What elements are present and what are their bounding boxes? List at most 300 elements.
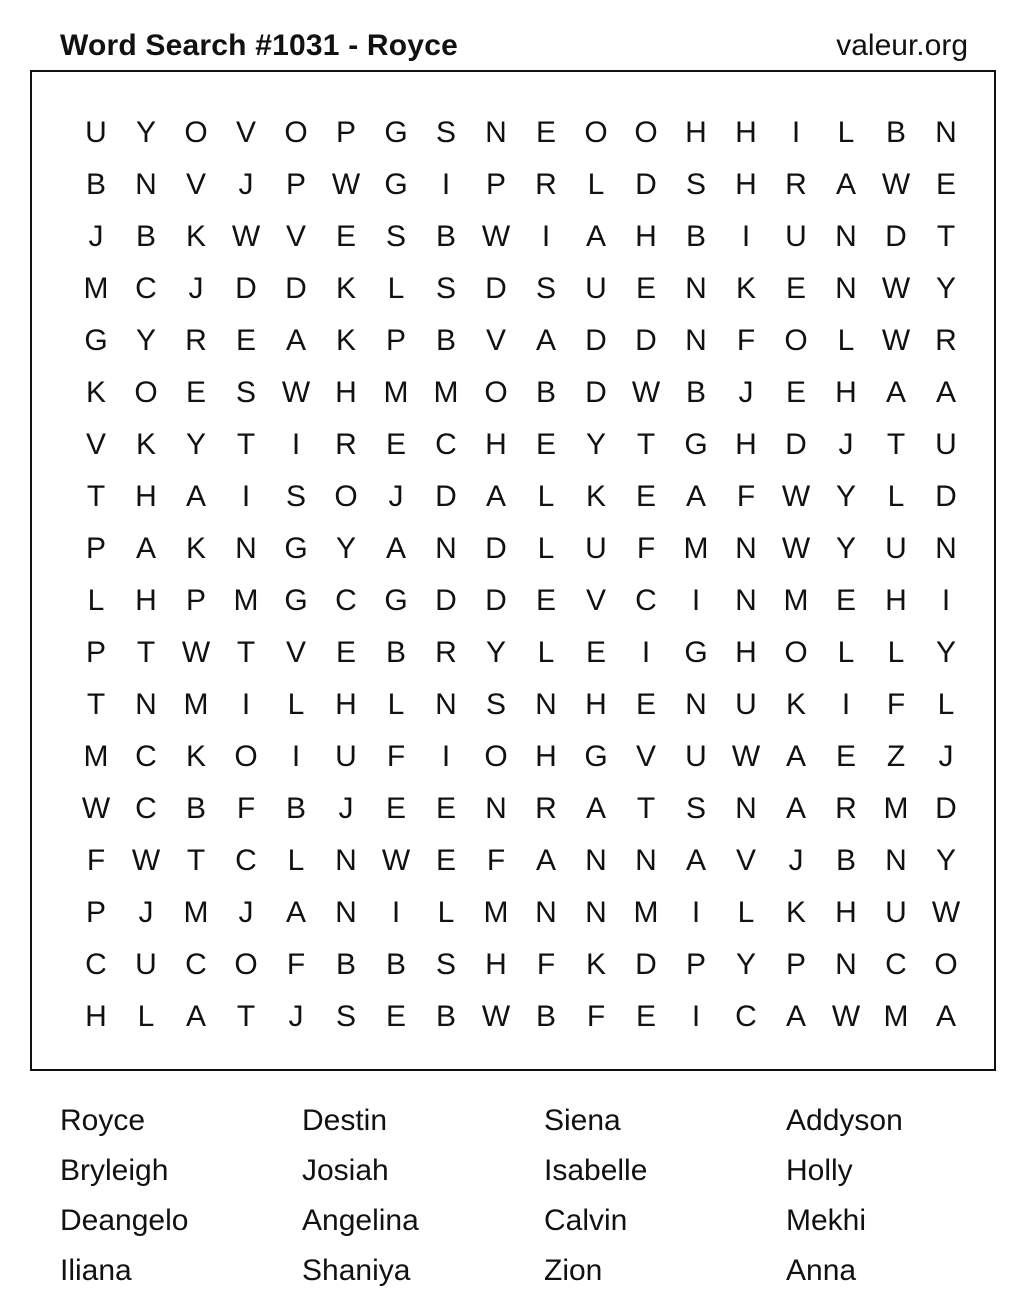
grid-letter: T	[236, 428, 256, 461]
grid-letter: A	[135, 532, 156, 565]
grid-letter: C	[635, 584, 657, 617]
grid-letter: F	[86, 844, 106, 877]
grid-letter: T	[186, 844, 206, 877]
grid-letter: E	[435, 844, 456, 877]
grid-letter: N	[585, 896, 607, 929]
grid-letter: J	[238, 896, 254, 929]
grid-letter: A	[585, 220, 606, 253]
grid-row	[71, 471, 1021, 523]
grid-letter: N	[335, 844, 357, 877]
grid-row	[71, 263, 1021, 315]
grid-letter: W	[731, 740, 761, 773]
grid-letter: K	[785, 688, 806, 721]
grid-letter: V	[485, 324, 506, 357]
grid-letter: H	[485, 428, 507, 461]
grid-row	[71, 575, 1021, 627]
grid-letter: A	[185, 480, 206, 513]
grid-letter: L	[837, 116, 855, 149]
grid-letter: W	[881, 168, 911, 201]
grid-letter: W	[931, 896, 961, 929]
grid-letter: B	[885, 116, 906, 149]
grid-letter: C	[885, 948, 907, 981]
grid-letter: S	[435, 948, 456, 981]
grid-letter: D	[485, 272, 507, 305]
grid-letter: M	[633, 896, 659, 929]
grid-letter: G	[284, 584, 308, 617]
grid-letter: N	[585, 844, 607, 877]
grid-letter: T	[86, 688, 106, 721]
grid-letter: A	[535, 844, 556, 877]
grid-row	[71, 679, 1021, 731]
grid-letter: I	[941, 584, 951, 617]
grid-letter: H	[335, 376, 357, 409]
grid-letter: Y	[835, 532, 856, 565]
grid-letter: P	[85, 532, 106, 565]
grid-letter: S	[435, 116, 456, 149]
grid-letter: Y	[185, 428, 206, 461]
grid-letter: N	[335, 896, 357, 929]
word-list-item: Angelina	[302, 1204, 419, 1237]
grid-letter: Y	[935, 844, 956, 877]
grid-letter: D	[585, 376, 607, 409]
grid-letter: A	[785, 1000, 806, 1033]
grid-letter: A	[185, 1000, 206, 1033]
word-list-item: Calvin	[544, 1204, 628, 1237]
grid-letter: H	[885, 584, 907, 617]
grid-letter: Y	[935, 272, 956, 305]
grid-letter: F	[886, 688, 906, 721]
grid-letter: V	[635, 740, 656, 773]
grid-row	[71, 211, 1021, 263]
grid-letter: Y	[935, 636, 956, 669]
grid-letter: P	[685, 948, 706, 981]
grid-letter: B	[685, 376, 706, 409]
grid-letter: P	[785, 948, 806, 981]
grid-letter: L	[87, 584, 105, 617]
grid-letter: P	[185, 584, 206, 617]
grid-letter: F	[286, 948, 306, 981]
grid-letter: L	[287, 844, 305, 877]
grid-letter: D	[785, 428, 807, 461]
grid-letter: P	[285, 168, 306, 201]
grid-letter: D	[485, 532, 507, 565]
grid-letter: S	[535, 272, 556, 305]
grid-letter: O	[634, 116, 658, 149]
grid-row	[71, 991, 1021, 1043]
grid-letter: W	[881, 272, 911, 305]
grid-letter: O	[784, 324, 808, 357]
grid-letter: J	[788, 844, 804, 877]
grid-letter: C	[435, 428, 457, 461]
grid-letter: V	[85, 428, 106, 461]
grid-letter: F	[736, 480, 756, 513]
grid-letter: D	[485, 584, 507, 617]
grid-letter: H	[635, 220, 657, 253]
grid-letter: L	[537, 532, 555, 565]
grid-letter: G	[384, 168, 408, 201]
word-list-item: Bryleigh	[60, 1154, 169, 1187]
grid-letter: W	[381, 844, 411, 877]
grid-letter: E	[635, 688, 656, 721]
grid-letter: G	[384, 584, 408, 617]
grid-letter: H	[135, 480, 157, 513]
grid-row	[71, 419, 1021, 471]
grid-letter: T	[936, 220, 956, 253]
grid-letter: W	[81, 792, 111, 825]
grid-letter: S	[285, 480, 306, 513]
grid-letter: D	[585, 324, 607, 357]
grid-letter: A	[385, 532, 406, 565]
grid-letter: G	[384, 116, 408, 149]
grid-letter: E	[235, 324, 256, 357]
grid-letter: N	[685, 324, 707, 357]
grid-letter: N	[135, 168, 157, 201]
grid-letter: N	[685, 272, 707, 305]
grid-letter: N	[735, 532, 757, 565]
grid-letter: I	[541, 220, 551, 253]
grid-letter: K	[185, 220, 206, 253]
grid-letter: Y	[135, 116, 156, 149]
grid-letter: W	[131, 844, 161, 877]
grid-letter: U	[735, 688, 757, 721]
grid-letter: I	[741, 220, 751, 253]
grid-letter: K	[335, 272, 356, 305]
grid-letter: L	[387, 272, 405, 305]
grid-letter: J	[238, 168, 254, 201]
grid-letter: M	[183, 896, 209, 929]
word-list-item: Zion	[544, 1254, 603, 1287]
grid-letter: A	[785, 792, 806, 825]
grid-row	[71, 783, 1021, 835]
grid-letter: A	[935, 376, 956, 409]
grid-letter: A	[485, 480, 506, 513]
grid-letter: M	[683, 532, 709, 565]
grid-letter: N	[835, 272, 857, 305]
grid-letter: B	[435, 324, 456, 357]
grid-letter: O	[284, 116, 308, 149]
grid-letter: E	[385, 428, 406, 461]
grid-letter: L	[837, 324, 855, 357]
grid-letter: D	[435, 480, 457, 513]
grid-letter: I	[841, 688, 851, 721]
grid-letter: T	[886, 428, 906, 461]
grid-letter: N	[835, 948, 857, 981]
grid-letter: L	[587, 168, 605, 201]
grid-letter: U	[585, 272, 607, 305]
grid-letter: W	[631, 376, 661, 409]
grid-letter: N	[485, 116, 507, 149]
grid-letter: L	[537, 480, 555, 513]
grid-letter: N	[435, 532, 457, 565]
grid-letter: S	[435, 272, 456, 305]
grid-letter: J	[838, 428, 854, 461]
grid-letter: Y	[485, 636, 506, 669]
grid-letter: R	[835, 792, 857, 825]
grid-letter: A	[885, 376, 906, 409]
grid-letter: V	[285, 636, 306, 669]
grid-letter: F	[586, 1000, 606, 1033]
grid-letter: N	[135, 688, 157, 721]
grid-letter: H	[735, 636, 757, 669]
grid-letter: B	[135, 220, 156, 253]
grid-letter: C	[185, 948, 207, 981]
grid-letter: C	[235, 844, 257, 877]
grid-letter: E	[385, 1000, 406, 1033]
grid-letter: U	[135, 948, 157, 981]
grid-row	[71, 159, 1021, 211]
word-list-item: Shaniya	[302, 1254, 411, 1287]
grid-letter: A	[935, 1000, 956, 1033]
grid-letter: N	[535, 688, 557, 721]
grid-letter: V	[285, 220, 306, 253]
grid-letter: V	[185, 168, 206, 201]
grid-letter: I	[291, 428, 301, 461]
grid-letter: D	[435, 584, 457, 617]
grid-letter: W	[831, 1000, 861, 1033]
grid-letter: H	[535, 740, 557, 773]
puzzle-frame	[30, 70, 996, 1071]
grid-letter: N	[235, 532, 257, 565]
word-list-item: Deangelo	[60, 1204, 189, 1237]
grid-letter: C	[85, 948, 107, 981]
grid-letter: N	[435, 688, 457, 721]
word-list-item: Isabelle	[544, 1154, 648, 1187]
grid-letter: G	[584, 740, 608, 773]
grid-letter: H	[585, 688, 607, 721]
grid-row	[71, 939, 1021, 991]
grid-letter: T	[136, 636, 156, 669]
grid-letter: J	[288, 1000, 304, 1033]
grid-letter: W	[781, 532, 811, 565]
grid-letter: E	[385, 792, 406, 825]
grid-letter: E	[635, 1000, 656, 1033]
grid-letter: U	[935, 428, 957, 461]
grid-letter: W	[331, 168, 361, 201]
grid-letter: E	[535, 584, 556, 617]
grid-letter: M	[483, 896, 509, 929]
grid-row	[71, 367, 1021, 419]
grid-letter: E	[535, 428, 556, 461]
grid-letter: B	[285, 792, 306, 825]
grid-letter: E	[335, 220, 356, 253]
grid-letter: Y	[735, 948, 756, 981]
grid-letter: L	[137, 1000, 155, 1033]
grid-letter: K	[185, 532, 206, 565]
grid-letter: E	[785, 272, 806, 305]
grid-row	[71, 107, 1021, 159]
grid-letter: N	[835, 220, 857, 253]
grid-letter: D	[935, 792, 957, 825]
grid-letter: D	[935, 480, 957, 513]
grid-letter: P	[335, 116, 356, 149]
grid-letter: H	[735, 116, 757, 149]
grid-letter: I	[691, 1000, 701, 1033]
grid-letter: B	[535, 1000, 556, 1033]
grid-letter: B	[685, 220, 706, 253]
grid-letter: D	[285, 272, 307, 305]
grid-letter: L	[887, 636, 905, 669]
grid-letter: F	[486, 844, 506, 877]
grid-letter: I	[691, 896, 701, 929]
grid-letter: L	[887, 480, 905, 513]
grid-letter: A	[535, 324, 556, 357]
grid-letter: N	[635, 844, 657, 877]
grid-letter: W	[881, 324, 911, 357]
grid-letter: U	[885, 896, 907, 929]
grid-letter: P	[85, 636, 106, 669]
grid-letter: C	[135, 792, 157, 825]
grid-letter: F	[636, 532, 656, 565]
grid-letter: H	[685, 116, 707, 149]
grid-letter: R	[785, 168, 807, 201]
grid-letter: C	[135, 740, 157, 773]
grid-letter: H	[835, 376, 857, 409]
grid-row	[71, 523, 1021, 575]
grid-letter: M	[83, 740, 109, 773]
grid-letter: M	[233, 584, 259, 617]
word-list-item: Siena	[544, 1104, 621, 1137]
grid-letter: V	[735, 844, 756, 877]
grid-letter: M	[83, 272, 109, 305]
grid-row	[71, 835, 1021, 887]
grid-letter: D	[885, 220, 907, 253]
grid-letter: D	[635, 948, 657, 981]
grid-letter: E	[835, 740, 856, 773]
grid-letter: V	[235, 116, 256, 149]
grid-letter: K	[135, 428, 156, 461]
grid-letter: H	[835, 896, 857, 929]
grid-letter: O	[234, 948, 258, 981]
grid-letter: L	[737, 896, 755, 929]
grid-letter: E	[635, 480, 656, 513]
grid-letter: A	[685, 480, 706, 513]
grid-letter: H	[735, 168, 757, 201]
grid-letter: M	[433, 376, 459, 409]
grid-letter: A	[685, 844, 706, 877]
grid-letter: U	[685, 740, 707, 773]
grid-letter: L	[387, 688, 405, 721]
grid-letter: R	[435, 636, 457, 669]
grid-letter: B	[835, 844, 856, 877]
grid-letter: H	[335, 688, 357, 721]
grid-letter: L	[837, 636, 855, 669]
grid-letter: B	[435, 1000, 456, 1033]
grid-letter: E	[935, 168, 956, 201]
grid-letter: J	[88, 220, 104, 253]
grid-letter: N	[885, 844, 907, 877]
word-list-item: Destin	[302, 1104, 388, 1137]
grid-letter: N	[935, 532, 957, 565]
grid-letter: U	[785, 220, 807, 253]
grid-letter: I	[441, 740, 451, 773]
grid-letter: F	[536, 948, 556, 981]
grid-letter: U	[335, 740, 357, 773]
grid-letter: K	[85, 376, 106, 409]
grid-letter: E	[585, 636, 606, 669]
grid-letter: H	[85, 1000, 107, 1033]
grid-letter: O	[484, 740, 508, 773]
grid-letter: S	[685, 168, 706, 201]
grid-letter: O	[484, 376, 508, 409]
grid-letter: W	[181, 636, 211, 669]
word-list-item: Josiah	[302, 1154, 389, 1187]
grid-letter: B	[385, 636, 406, 669]
grid-letter: J	[738, 376, 754, 409]
grid-letter: P	[85, 896, 106, 929]
grid-row	[71, 887, 1021, 939]
grid-letter: K	[585, 948, 606, 981]
grid-letter: Y	[835, 480, 856, 513]
grid-letter: B	[185, 792, 206, 825]
grid-letter: W	[781, 480, 811, 513]
grid-letter: D	[235, 272, 257, 305]
grid-letter: J	[938, 740, 954, 773]
grid-letter: O	[234, 740, 258, 773]
grid-letter: S	[335, 1000, 356, 1033]
grid-letter: Y	[585, 428, 606, 461]
grid-letter: H	[485, 948, 507, 981]
grid-letter: I	[291, 740, 301, 773]
grid-letter: N	[535, 896, 557, 929]
grid-row	[71, 731, 1021, 783]
grid-letter: Y	[335, 532, 356, 565]
grid-letter: I	[441, 168, 451, 201]
grid-letter: T	[236, 1000, 256, 1033]
letter-grid	[71, 107, 1021, 1043]
grid-letter: O	[134, 376, 158, 409]
grid-letter: I	[641, 636, 651, 669]
grid-letter: N	[735, 584, 757, 617]
grid-letter: R	[935, 324, 957, 357]
grid-letter: R	[535, 792, 557, 825]
grid-letter: E	[185, 376, 206, 409]
grid-letter: B	[335, 948, 356, 981]
grid-letter: L	[287, 688, 305, 721]
grid-letter: L	[537, 636, 555, 669]
grid-letter: O	[334, 480, 358, 513]
grid-letter: K	[185, 740, 206, 773]
grid-letter: P	[485, 168, 506, 201]
grid-letter: I	[241, 480, 251, 513]
grid-letter: Y	[135, 324, 156, 357]
grid-letter: W	[231, 220, 261, 253]
grid-letter: V	[585, 584, 606, 617]
grid-letter: J	[188, 272, 204, 305]
word-list-item: Mekhi	[786, 1204, 867, 1237]
site-name: valeur.org	[836, 29, 968, 62]
grid-letter: S	[685, 792, 706, 825]
grid-letter: D	[635, 324, 657, 357]
grid-letter: G	[684, 428, 708, 461]
grid-letter: F	[236, 792, 256, 825]
grid-letter: I	[391, 896, 401, 929]
grid-letter: A	[285, 324, 306, 357]
grid-letter: D	[635, 168, 657, 201]
grid-letter: C	[335, 584, 357, 617]
grid-letter: K	[785, 896, 806, 929]
grid-letter: U	[885, 532, 907, 565]
word-list-item: Iliana	[60, 1254, 132, 1287]
grid-row	[71, 315, 1021, 367]
grid-letter: J	[138, 896, 154, 929]
grid-letter: L	[937, 688, 955, 721]
grid-letter: K	[335, 324, 356, 357]
grid-letter: S	[485, 688, 506, 721]
grid-letter: E	[635, 272, 656, 305]
grid-letter: C	[735, 1000, 757, 1033]
grid-letter: M	[883, 792, 909, 825]
grid-letter: A	[835, 168, 856, 201]
